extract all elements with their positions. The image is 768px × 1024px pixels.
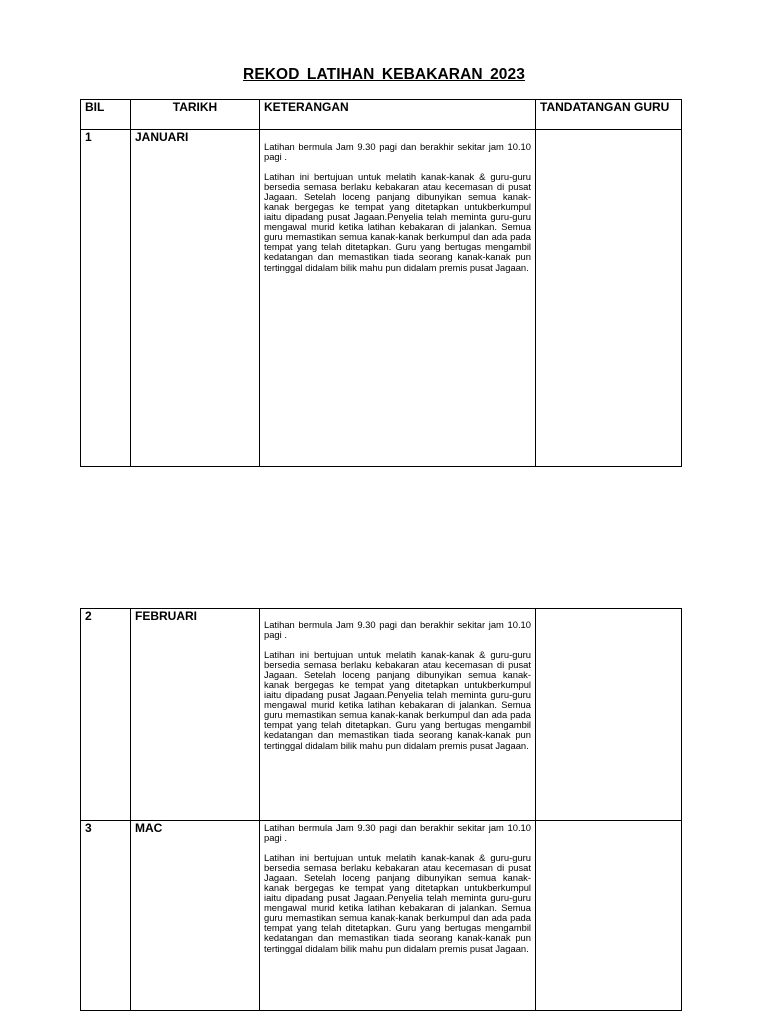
header-tarikh: TARIKH xyxy=(131,100,260,130)
row-tarikh: JANUARI xyxy=(131,130,260,467)
row-keterangan xyxy=(260,821,536,1011)
table-row xyxy=(81,130,682,467)
table-header-row xyxy=(81,100,682,130)
row-bil: 2 xyxy=(81,609,131,821)
row-tandatangan xyxy=(536,130,682,467)
row-bil: 1 xyxy=(81,130,131,467)
row-keterangan xyxy=(260,130,536,467)
document-title: REKOD LATIHAN KEBAKARAN 2023 xyxy=(243,66,525,83)
row-keterangan-detail: Latihan ini bertujuan untuk melatih kanak-kanak & guru-guru bersedia semasa berlaku kebakaran atau kecemasan di pusat Jagaan. Setelah loceng panjang dibunyikan semua kanak-kanak bergegas ke tempat yang ditetapkan untukberkumpul iaitu dipadang pusat Jagaan.Penyelia telah meminta guru-guru mengawal murid ketika latihan kebakaran di jalankan. Semua guru memastikan semua kanak-kanak berkumpul dan ada pada tempat yang telah ditetapkan. Guru yang bertugas mengambil kedatangan dan memastikan tiada seorang kanak-kanak pun tertinggal didalam bilik mahu pun didalam premis pusat Jagaan. xyxy=(264,649,531,751)
row-keterangan-detail: Latihan ini bertujuan untuk melatih kanak-kanak & guru-guru bersedia semasa berlaku kebakaran atau kecemasan di pusat Jagaan. Setelah loceng panjang dibunyikan semua kanak-kanak bergegas ke tempat yang ditetapkan untukberkumpul iaitu dipadang pusat Jagaan.Penyelia telah meminta guru-guru mengawal murid ketika latihan kebakaran di jalankan. Semua guru memastikan semua kanak-kanak berkumpul dan ada pada tempat yang telah ditetapkan. Guru yang bertugas mengambil kedatangan dan memastikan tiada seorang kanak-kanak pun tertinggal didalam bilik mahu pun didalam premis pusat Jagaan. xyxy=(264,852,531,954)
row-tandatangan xyxy=(536,821,682,1011)
row-keterangan-time: Latihan bermula Jam 9.30 pagi dan berakhir sekitar jam 10.10 pagi . xyxy=(264,141,531,163)
fire-drill-table-page2 xyxy=(80,608,682,1011)
row-keterangan-time: Latihan bermula Jam 9.30 pagi dan berakhir sekitar jam 10.10 pagi . xyxy=(264,822,531,844)
row-keterangan-time: Latihan bermula Jam 9.30 pagi dan berakhir sekitar jam 10.10 pagi . xyxy=(264,619,531,641)
header-tandatangan: TANDATANGAN GURU xyxy=(536,100,682,130)
row-keterangan xyxy=(260,609,536,821)
row-tarikh: MAC xyxy=(131,821,260,1011)
row-tarikh: FEBRUARI xyxy=(131,609,260,821)
table-row xyxy=(81,821,682,1011)
table-row xyxy=(81,609,682,821)
row-bil: 3 xyxy=(81,821,131,1011)
row-tandatangan xyxy=(536,609,682,821)
row-keterangan-detail: Latihan ini bertujuan untuk melatih kanak-kanak & guru-guru bersedia semasa berlaku kebakaran atau kecemasan di pusat Jagaan. Setelah loceng panjang dibunyikan semua kanak-kanak bergegas ke tempat yang ditetapkan untukberkumpul iaitu dipadang pusat Jagaan.Penyelia telah meminta guru-guru mengawal murid ketika latihan kebakaran di jalankan. Semua guru memastikan semua kanak-kanak berkumpul dan ada pada tempat yang telah ditetapkan. Guru yang bertugas mengambil kedatangan dan memastikan tiada seorang kanak-kanak pun tertinggal didalam bilik mahu pun didalam premis pusat Jagaan. xyxy=(264,171,531,273)
fire-drill-table-page1 xyxy=(80,99,682,467)
header-keterangan: KETERANGAN xyxy=(260,100,536,130)
header-bil: BIL xyxy=(81,100,131,130)
